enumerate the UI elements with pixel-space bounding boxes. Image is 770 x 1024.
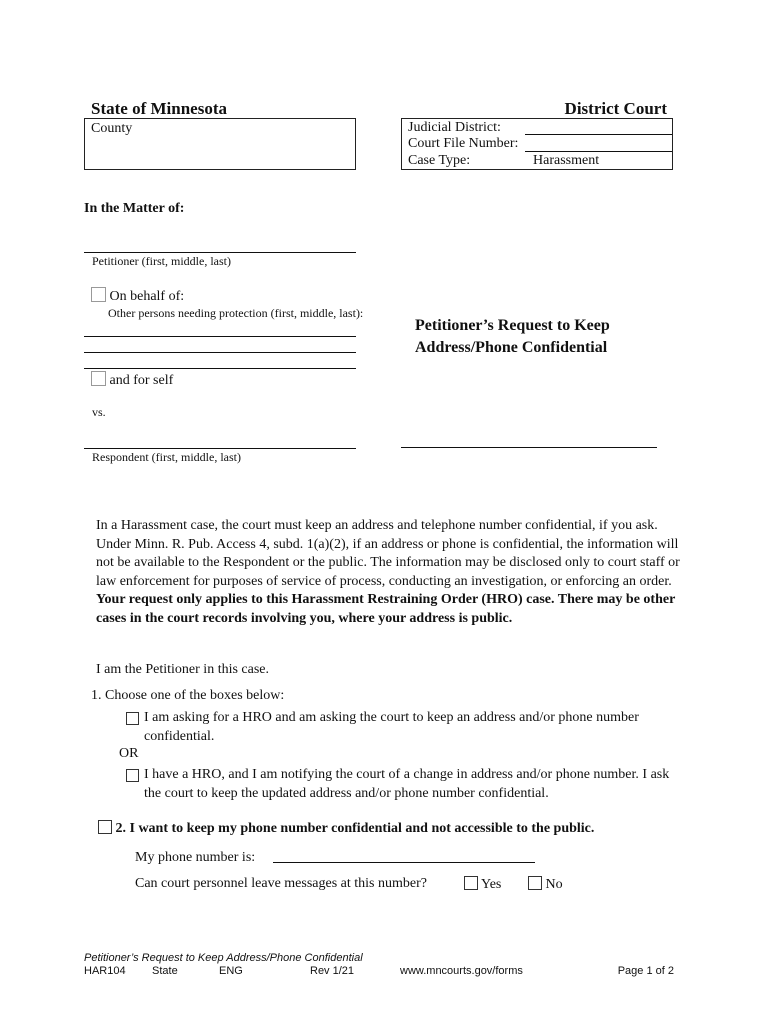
- respondent-name-field[interactable]: [84, 448, 356, 449]
- petitioner-name-field[interactable]: [84, 252, 356, 253]
- judicial-district-label: Judicial District:: [408, 120, 501, 135]
- footer-language: ENG: [219, 965, 243, 977]
- no-label: No: [545, 877, 563, 892]
- other-person-field-3[interactable]: [84, 368, 356, 369]
- q1-option-2-checkbox[interactable]: [126, 769, 139, 782]
- messages-label: Can court personnel leave messages at this number?: [135, 876, 427, 891]
- other-person-field-2[interactable]: [84, 352, 356, 353]
- intro-text: In a Harassment case, the court must keep an address and telephone number confidential, if you ask. Under Minn. R. Pub. Access 4, subd. 1(a)(2), if an address or phone is confidential, the information will not be available to the Respondent or the public. The information may be disclosed only to court staff or law enforcement for purposes of service of process, conducting an investigation, or enforcing an order.: [96, 518, 680, 589]
- court-file-number-label: Court File Number:: [408, 136, 519, 151]
- question-2-label: 2. I want to keep my phone number confidential and not accessible to the public.: [115, 821, 595, 836]
- phone-number-field[interactable]: [273, 862, 535, 863]
- form-title: [415, 315, 610, 359]
- vs-label: vs.: [92, 405, 106, 419]
- signature-line[interactable]: [401, 447, 657, 448]
- and-for-self-label: and for self: [109, 373, 174, 388]
- judicial-district-field[interactable]: [525, 134, 672, 135]
- or-label: OR: [119, 746, 139, 761]
- q1-option-2: [126, 766, 686, 803]
- q1-option-1-checkbox[interactable]: [126, 712, 139, 725]
- respondent-label: Respondent (first, middle, last): [92, 450, 241, 464]
- petitioner-label: Petitioner (first, middle, last): [92, 254, 231, 268]
- footer-title: Petitioner’s Request to Keep Address/Phone Confidential: [84, 952, 363, 964]
- phone-label: My phone number is:: [135, 850, 256, 865]
- court-file-number-field[interactable]: [525, 151, 672, 152]
- on-behalf-label: On behalf of:: [109, 289, 185, 304]
- other-person-field-1[interactable]: [84, 336, 356, 337]
- other-persons-label: Other persons needing protection (first, middle, last):: [108, 306, 364, 320]
- intro-paragraph: [96, 517, 696, 628]
- in-matter-of-heading: In the Matter of:: [84, 201, 185, 216]
- case-type-value: Harassment: [533, 153, 600, 168]
- form-title-line1: Petitioner’s Request to Keep: [415, 317, 610, 334]
- q1-option-1-label: I am asking for a HRO and am asking the court to keep an address and/or phone number confidential.: [144, 710, 639, 744]
- footer-url[interactable]: www.mncourts.gov/forms: [400, 965, 523, 977]
- county-label: County: [91, 121, 133, 136]
- petitioner-statement: I am the Petitioner in this case.: [96, 662, 270, 677]
- form-title-line2: Address/Phone Confidential: [415, 339, 608, 356]
- county-box[interactable]: [84, 118, 356, 170]
- q1-option-1: [126, 709, 666, 746]
- footer-state: State: [152, 965, 178, 977]
- state-heading: State of Minnesota: [91, 99, 227, 118]
- question-1-label: 1. Choose one of the boxes below:: [91, 688, 285, 703]
- q2-checkbox[interactable]: [98, 820, 112, 834]
- yes-label: Yes: [480, 877, 502, 892]
- intro-bold-text: Your request only applies to this Harassment Restraining Order (HRO) case. There may be other cases in the court records involving you, where your address is public.: [96, 592, 676, 626]
- on-behalf-checkbox[interactable]: [91, 287, 106, 302]
- court-heading: District Court: [564, 99, 667, 118]
- q1-option-2-label: I have a HRO, and I am notifying the court of a change in address and/or phone number. I ask the court to keep the updated address and/or phone number confidential.: [144, 767, 670, 801]
- footer-form-code: HAR104: [84, 965, 126, 977]
- no-checkbox[interactable]: [528, 876, 542, 890]
- and-for-self-checkbox[interactable]: [91, 371, 106, 386]
- yes-checkbox[interactable]: [464, 876, 478, 890]
- footer-page-number: Page 1 of 2: [617, 965, 674, 977]
- case-info-box: [401, 118, 673, 170]
- case-type-label: Case Type:: [408, 153, 471, 168]
- footer-revision: Rev 1/21: [310, 965, 355, 977]
